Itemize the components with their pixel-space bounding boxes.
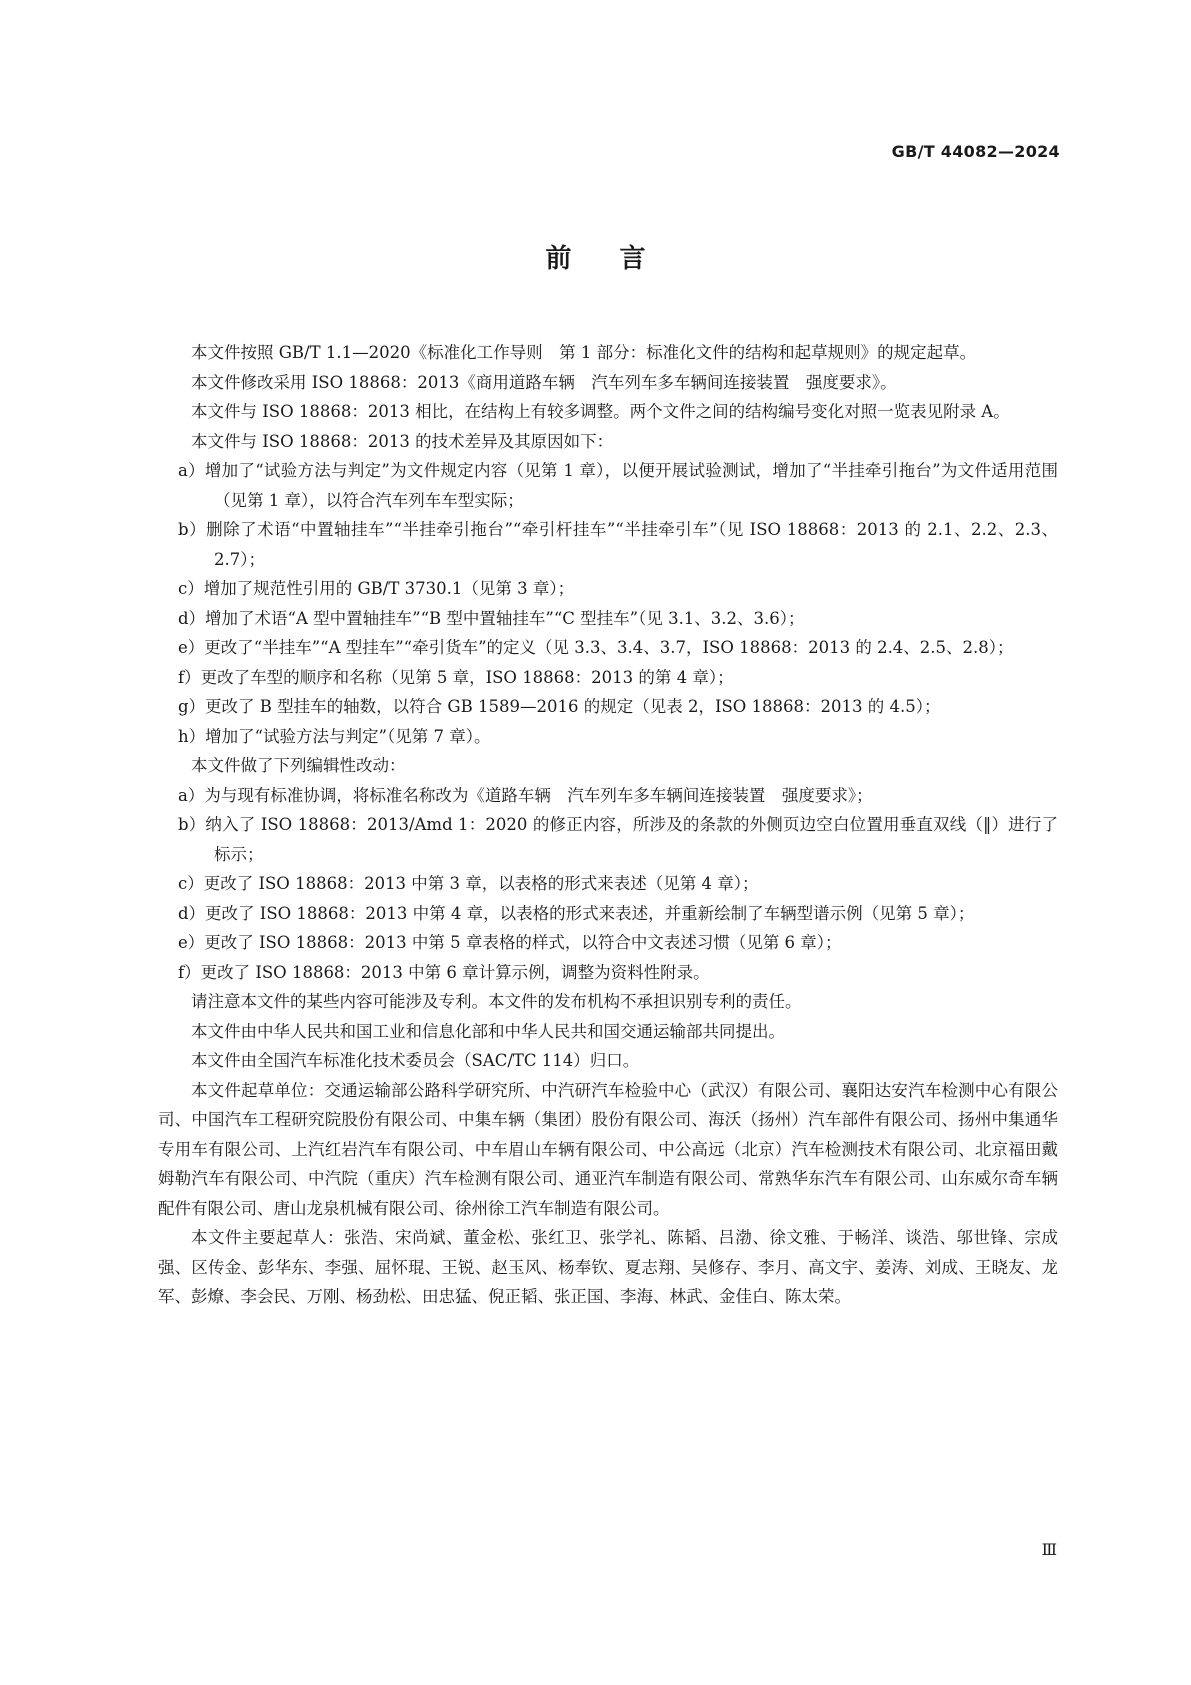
intro-paragraph: 本文件与 ISO 18868：2013 的技术差异及其原因如下： [191,431,614,451]
technical-difference-item: b）删除了术语“中置轴挂车”“半挂牵引拖台”“牵引杆挂车”“半挂牵引车”（见 ISO 18868：2013 的 2.1、2.2、2.3、2.7）； [178,520,1058,569]
editorial-change-item: a）为与现有标准协调，将标准名称改为《道路车辆 汽车列车多车辆间连接装置 强度要求》； [178,785,873,805]
intro-paragraph: 本文件与 ISO 18868：2013 相比，在结构上有较多调整。两个文件之间的结构编号变化对照一览表见附录 A。 [191,402,1010,421]
technical-difference-item: d）增加了术语“A 型中置轴挂车”“B 型中置轴挂车”“C 型挂车”（见 3.1、3.2、3.6）； [178,608,805,628]
technical-difference-item: e）更改了“半挂车”“A 型挂车”“牵引货车”的定义（见 3.3、3.4、3.7，ISO 18868：2013 的 2.4、2.5、2.8）； [178,638,1014,657]
document-body [158,338,1058,1312]
editorial-change-item: e）更改了 ISO 18868：2013 中第 5 章表格的样式，以符合中文表述习惯（见第 6 章）； [178,933,842,952]
editorial-change-item: c）更改了 ISO 18868：2013 中第 3 章，以表格的形式来表述（见第 4 章）； [178,874,759,893]
drafters: 本文件主要起草人：张浩、宋尚斌、董金松、张红卫、张学礼、陈韬、吕渤、徐文雅、于畅洋、谈浩、邬世锋、宗成强、区传金、彭华东、李强、屈怀琨、王锐、赵玉风、杨奉钦、夏志翔、吴修存、李月、高文宇、姜涛、刘成、王晓友、龙军、彭燎、李会民、万刚、杨劲松、田忠猛、倪正韬、张正国、李海、林武、金佳白、陈太荣。 [158,1228,1058,1306]
patent-notice: 请注意本文件的某些内容可能涉及专利。本文件的发布机构不承担识别专利的责任。 [191,992,802,1011]
committee-statement: 本文件由全国汽车标准化技术委员会（SAC/TC 114）归口。 [191,1051,640,1070]
editorial-change-item: d）更改了 ISO 18868：2013 中第 4 章，以表格的形式来表述，并重新绘制了车辆型谱示例（见第 5 章）； [178,903,975,923]
intro-paragraph: 本文件修改采用 ISO 18868：2013《商用道路车辆 汽车列车多车辆间连接装置 强度要求》。 [191,372,897,392]
editorial-intro: 本文件做了下列编辑性改动： [191,756,406,775]
technical-difference-item: c）增加了规范性引用的 GB/T 3730.1（见第 3 章）； [178,579,575,598]
technical-difference-item: f）更改了车型的顺序和名称（见第 5 章，ISO 18868：2013 的第 4 章）； [178,667,734,687]
standard-code: GB/T 44082—2024 [891,142,1060,161]
drafting-organizations: 本文件起草单位：交通运输部公路科学研究所、中汽研汽车检验中心（武汉）有限公司、襄阳达安汽车检测中心有限公司、中国汽车工程研究院股份有限公司、中集车辆（集团）股份有限公司、海沃（扬州）汽车部件有限公司、扬州中集通华专用车有限公司、上汽红岩汽车有限公司、中车眉山车辆有限公司、中公高远（北京）汽车检测技术有限公司、北京福田戴姆勒汽车有限公司、中汽院（重庆）汽车检测有限公司、通亚汽车制造有限公司、常熟华东汽车有限公司、山东威尔奇车辆配件有限公司、唐山龙泉机械有限公司、徐州徐工汽车制造有限公司。 [158,1080,1058,1218]
technical-difference-item: a）增加了“试验方法与判定”为文件规定内容（见第 1 章），以便开展试验测试，增加了“半挂牵引拖台”为文件适用范围（见第 1 章），以符合汽车列车车型实际； [178,461,1058,510]
technical-difference-item: h）增加了“试验方法与判定”（见第 7 章）。 [178,726,491,746]
page-title: 前言 [545,244,694,274]
technical-difference-item: g）更改了 B 型挂车的轴数，以符合 GB 1589—2016 的规定（见表 2，ISO 18868：2013 的 4.5）； [178,697,941,716]
page-number: Ⅲ [1041,1540,1057,1559]
editorial-change-item: b）纳入了 ISO 18868：2013/Amd 1：2020 的修正内容，所涉及的条款的外侧页边空白位置用垂直双线（‖）进行了标示； [178,815,1058,864]
proposer-statement: 本文件由中华人民共和国工业和信息化部和中华人民共和国交通运输部共同提出。 [191,1021,785,1041]
intro-paragraph: 本文件按照 GB/T 1.1—2020《标准化工作导则 第 1 部分：标准化文件的结构和起草规则》的规定起草。 [191,343,977,362]
editorial-change-item: f）更改了 ISO 18868：2013 中第 6 章计算示例，调整为资料性附录。 [178,962,710,982]
